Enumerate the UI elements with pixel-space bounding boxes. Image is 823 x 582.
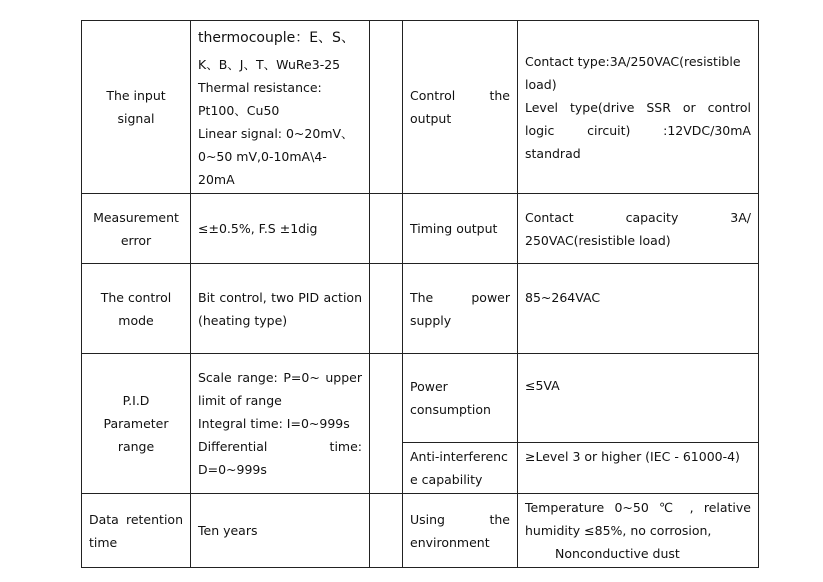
- spacer-cell: [370, 494, 403, 568]
- table-row: [82, 264, 759, 354]
- input-signal-value: [191, 21, 370, 194]
- power-supply-value: 85~264VAC: [518, 264, 759, 354]
- pid-line: Differential time: D=0~999s: [198, 439, 362, 477]
- environment-line: Nonconductive dust: [555, 546, 680, 561]
- power-consumption-label: Power consumption: [403, 354, 518, 443]
- table-row: [82, 194, 759, 264]
- power-consumption-value: ≤5VA: [518, 354, 759, 443]
- input-line: thermocouple：E、S、: [198, 30, 355, 46]
- input-line: 0~50 mV,0-10mA\4-20mA: [198, 149, 327, 187]
- data-retention-value: Ten years: [191, 494, 370, 568]
- pid-line: Scale range: P=0~ upper limit of range: [198, 370, 362, 408]
- spacer-cell: [370, 194, 403, 264]
- anti-interference-label: Anti-interference capability: [403, 443, 518, 494]
- pid-range-label: P.I.D Parameter range: [82, 354, 191, 494]
- table-row: [82, 354, 759, 443]
- output-line: Contact type:3A/250VAC(resistible load): [525, 53, 741, 92]
- environment-value: [518, 494, 759, 568]
- timing-output-value: Contact capacity 3A/ 250VAC(resistible load): [518, 194, 759, 264]
- control-mode-label: The control mode: [82, 264, 191, 354]
- control-output-label: Control the output: [403, 21, 518, 194]
- environment-label: Using the environment: [403, 494, 518, 568]
- spacer-cell: [370, 21, 403, 194]
- pid-line: Integral time: I=0~999s: [198, 416, 350, 431]
- input-line: Pt100、Cu50: [198, 103, 280, 118]
- power-supply-label: The power supply: [403, 264, 518, 354]
- spec-table: [81, 20, 759, 568]
- measurement-error-value: ≤±0.5%, F.S ±1dig: [191, 194, 370, 264]
- input-line: Thermal resistance:: [198, 80, 322, 95]
- control-output-value: [518, 21, 759, 194]
- input-line: K、B、J、T、WuRe3-25: [198, 57, 341, 72]
- environment-line: Temperature 0~50 ℃ , relative humidity ≤85%, no corrosion,: [525, 500, 751, 538]
- pid-range-value: [191, 354, 370, 494]
- spacer-cell: [370, 354, 403, 494]
- spacer-cell: [370, 264, 403, 354]
- table-row: [82, 21, 759, 194]
- data-retention-label: Data retention time: [82, 494, 191, 568]
- anti-interference-value: ≥Level 3 or higher (IEC - 61000-4): [518, 443, 759, 494]
- output-line: Level type(drive SSR or control logic circuit) :12VDC/30mA standrad: [525, 99, 751, 161]
- control-mode-value: Bit control, two PID action (heating type): [191, 264, 370, 354]
- table-row: [82, 494, 759, 568]
- input-line: Linear signal: 0~20mV、: [198, 126, 354, 141]
- measurement-error-label: Measurement error: [82, 194, 191, 264]
- timing-output-label: Timing output: [403, 194, 518, 264]
- input-signal-label: The input signal: [82, 21, 191, 194]
